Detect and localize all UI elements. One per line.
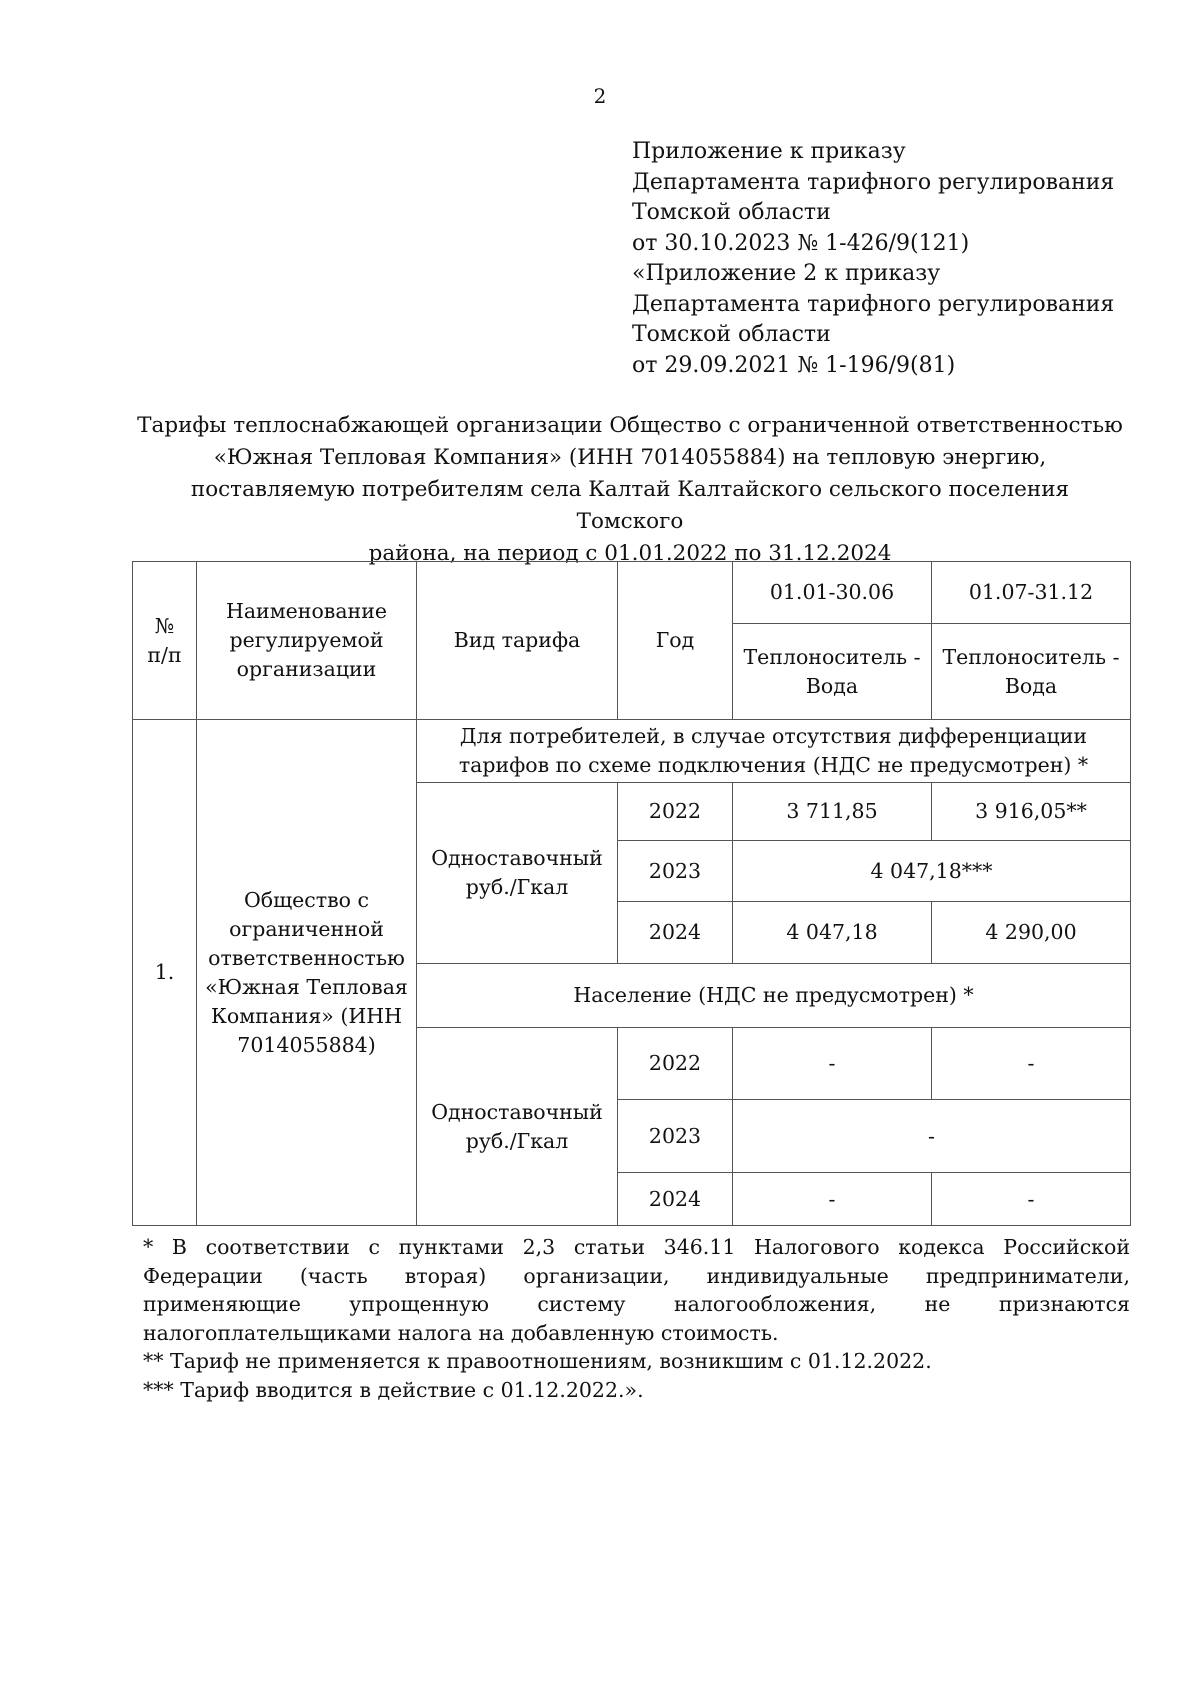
title-line: района, на период с 01.01.2022 по 31.12.2024 <box>368 541 892 566</box>
appendix-line: «Приложение 2 к приказу <box>632 261 941 286</box>
section2-tariff-type: Одноставочный руб./Гкал <box>417 1028 618 1226</box>
year-cell: 2022 <box>618 783 733 841</box>
document-title <box>135 410 1125 570</box>
header-year: Год <box>618 562 733 720</box>
header-carrier-2: Теплоноситель - Вода <box>932 624 1131 720</box>
appendix-line: Приложение к приказу <box>632 139 906 164</box>
appendix-line: Томской области <box>632 322 831 347</box>
header-period-2: 01.07-31.12 <box>932 562 1131 624</box>
appendix-line: от 29.09.2021 № 1-196/9(81) <box>632 352 956 378</box>
section1-tariff-type: Одноставочный руб./Гкал <box>417 783 618 964</box>
value-cell: - <box>733 1173 932 1226</box>
section2-title: Население (НДС не предусмотрен) * <box>417 964 1131 1028</box>
appendix-header <box>632 137 1114 381</box>
value-cell-merged: 4 047,18*** <box>733 841 1131 902</box>
page-number: 2 <box>593 84 607 108</box>
value-cell: - <box>932 1028 1131 1100</box>
footnotes <box>143 1233 1130 1404</box>
year-cell: 2024 <box>618 902 733 964</box>
row-number: 1. <box>133 720 197 1226</box>
section1-title: Для потребителей, в случае отсутствия дифференциации тарифов по схеме подключения (НДС не предусмотрен) * <box>417 720 1131 783</box>
title-line: «Южная Тепловая Компания» (ИНН 7014055884) на тепловую энергию, <box>213 445 1047 470</box>
section-title-row <box>133 720 1131 783</box>
header-num-symbol: № <box>154 613 175 638</box>
title-line: поставляемую потребителям села Калтай Калтайского сельского поселения Томского <box>190 477 1070 534</box>
header-tariff-type: Вид тарифа <box>417 562 618 720</box>
value-cell: 3 916,05** <box>932 783 1131 841</box>
table-header-row <box>133 562 1131 624</box>
value-cell: 4 290,00 <box>932 902 1131 964</box>
value-cell: - <box>733 1028 932 1100</box>
value-cell-merged: - <box>733 1100 1131 1173</box>
footnote-3: *** Тариф вводится в действие с 01.12.2022.». <box>143 1377 644 1402</box>
header-carrier-1: Теплоноситель - Вода <box>733 624 932 720</box>
appendix-line: Департамента тарифного регулирования <box>632 291 1115 317</box>
header-org-name: Наименование регулируемой организации <box>197 562 417 720</box>
value-cell: - <box>932 1173 1131 1226</box>
header-period-1: 01.01-30.06 <box>733 562 932 624</box>
title-line: Тарифы теплоснабжающей организации Общество с ограниченной ответственностью <box>137 413 1123 438</box>
header-num-abbr: п/п <box>147 642 182 667</box>
appendix-line: Томской области <box>632 200 831 225</box>
year-cell: 2024 <box>618 1173 733 1226</box>
organization-name: Общество с ограниченной ответственностью «Южная Тепловая Компания» (ИНН 7014055884) <box>197 720 417 1226</box>
year-cell: 2023 <box>618 841 733 902</box>
year-cell: 2022 <box>618 1028 733 1100</box>
tariff-table <box>132 561 1131 1226</box>
appendix-line: Департамента тарифного регулирования <box>632 169 1115 195</box>
header-num-cell <box>133 562 197 720</box>
footnote-2: ** Тариф не применяется к правоотношениям, возникшим с 01.12.2022. <box>143 1349 932 1373</box>
value-cell: 3 711,85 <box>733 783 932 841</box>
value-cell: 4 047,18 <box>733 902 932 964</box>
footnote-1: * В соответствии с пунктами 2,3 статьи 346.11 Налогового кодекса Российской Федерации (часть вторая) организации, индивидуальные предприниматели, применяющие упрощенную систему налогообложения, не признаются налогоплательщиками налога на добавленную стоимость. <box>143 1235 1130 1345</box>
appendix-line: от 30.10.2023 № 1-426/9(121) <box>632 230 970 256</box>
year-cell: 2023 <box>618 1100 733 1173</box>
